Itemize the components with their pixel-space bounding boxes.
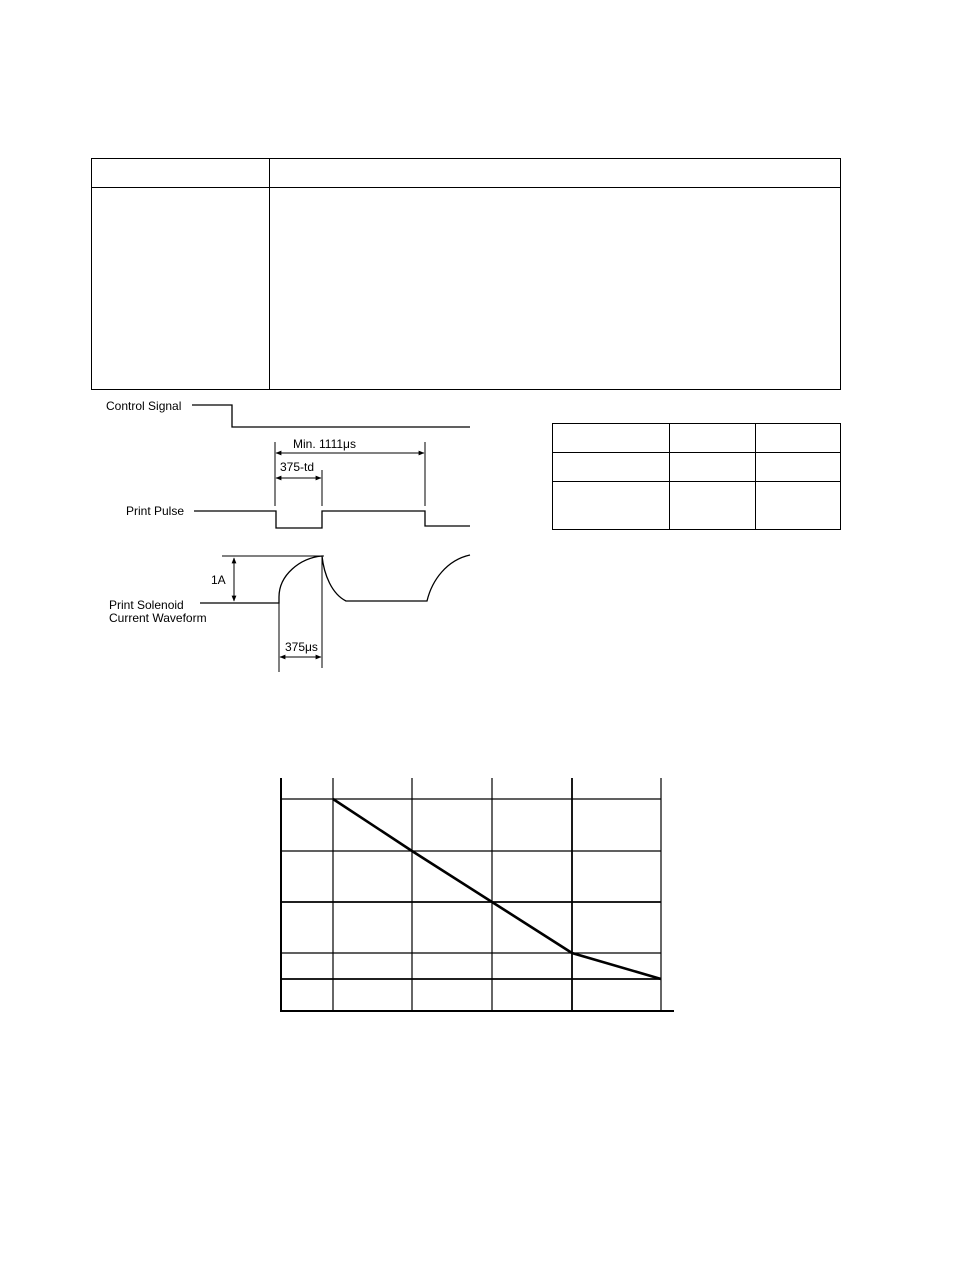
min-period-label: Min. 1111μs: [293, 437, 356, 451]
solenoid-label-line2: Current Waveform: [109, 611, 207, 625]
rise-time-label: 375μs: [285, 640, 318, 654]
solenoid-label-line1: Print Solenoid: [109, 598, 184, 612]
graph-curve: [333, 799, 661, 979]
pulse-width-label: 375-td: [280, 460, 315, 474]
current-amplitude-label: 1A: [211, 573, 226, 587]
print-pulse-label: Print Pulse: [126, 504, 185, 518]
control-signal-label: Control Signal: [106, 399, 182, 413]
